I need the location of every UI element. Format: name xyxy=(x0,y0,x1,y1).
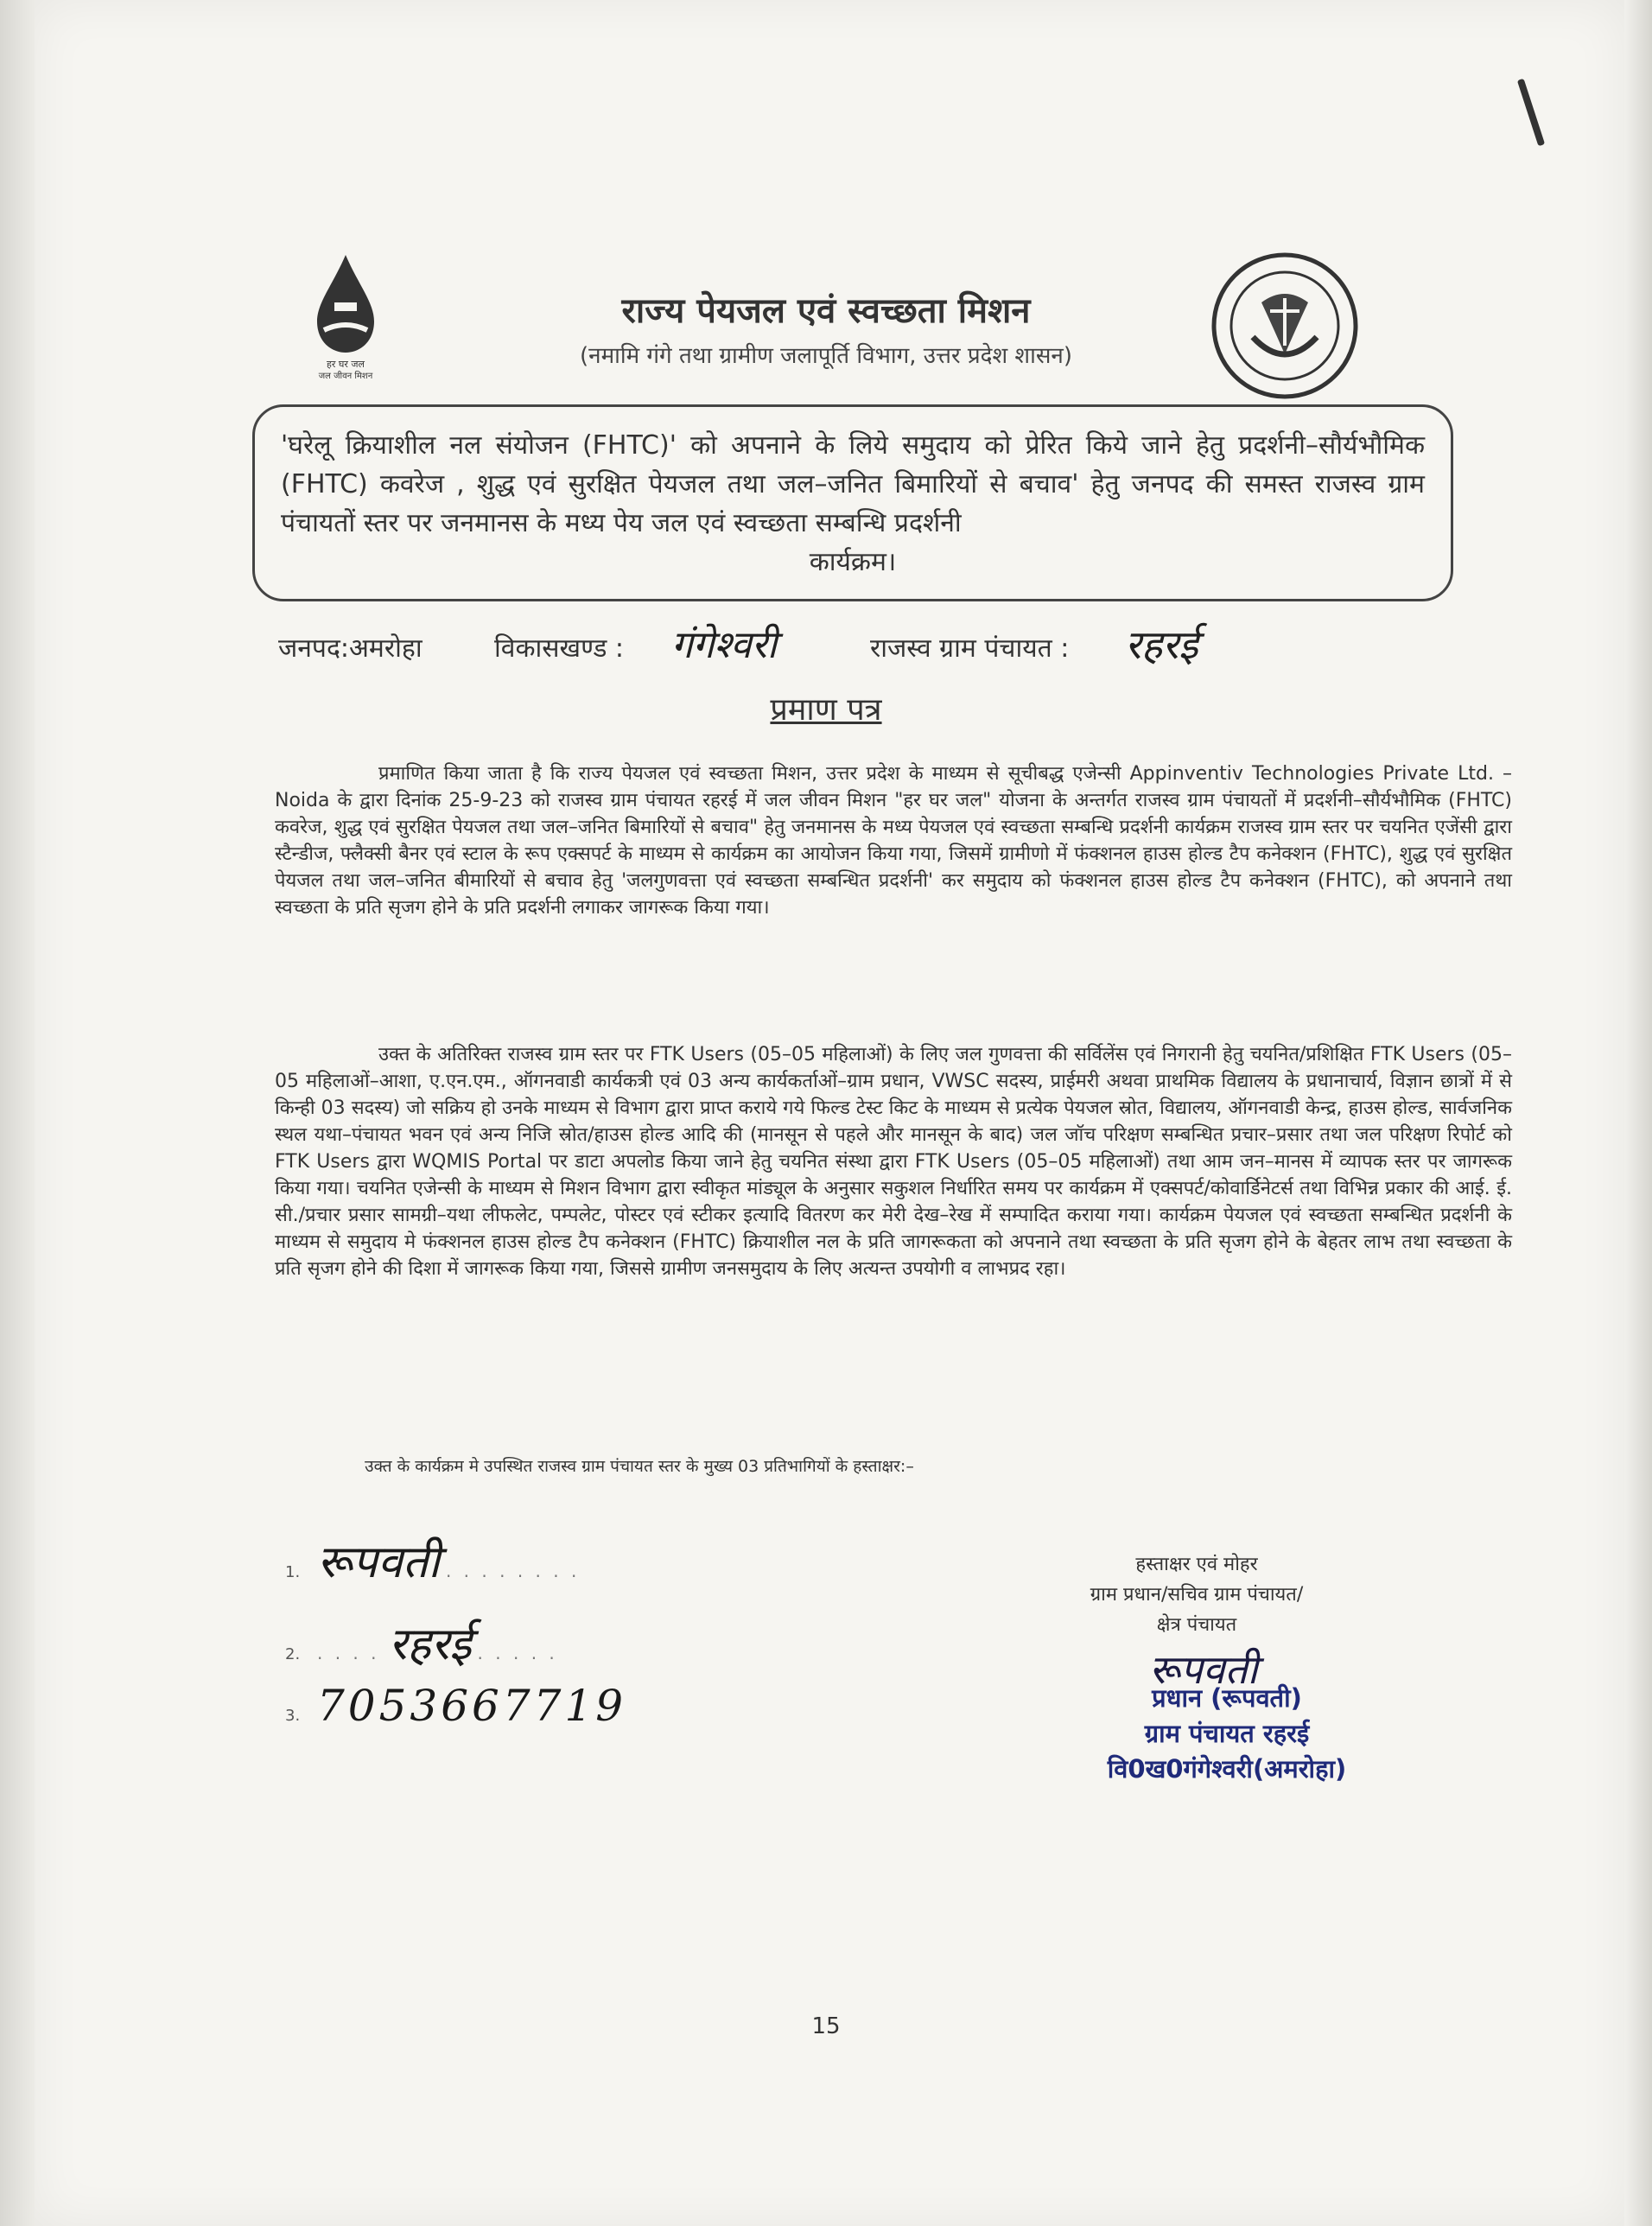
svg-text:हर घर जल: हर घर जल xyxy=(327,359,365,370)
page-edge-shadow xyxy=(0,0,35,2226)
mission-title: राज्य पेयजल एवं स्वच्छता मिशन xyxy=(621,291,1031,331)
participant-signature: रहरई xyxy=(388,1619,472,1670)
panchayat-label: राजस्व ग्राम पंचायत : xyxy=(870,633,1070,664)
participant-row: 2. . . . . रहरई . . . . . xyxy=(285,1619,558,1670)
certificate-title: प्रमाण पत्र xyxy=(770,692,882,728)
programme-description-box xyxy=(252,404,1453,601)
certificate-paragraph-2 xyxy=(275,1041,1512,1282)
participants-heading: उक्त के कार्यक्रम मे उपस्थित राजस्व ग्राम पंचायत स्तर के मुख्य 03 प्रतिभागियों के हस्ताक्षर:– xyxy=(365,1457,914,1476)
panchayat-value: रहरई xyxy=(1125,621,1198,668)
district-label: जनपद:अमरोहा xyxy=(278,633,423,664)
svg-text:जल जीवन मिशन: जल जीवन मिशन xyxy=(318,372,373,380)
programme-text-last: कार्यक्रम। xyxy=(809,547,897,577)
mission-subtitle: (नमामि गंगे तथा ग्रामीण जलापूर्ति विभाग, उत्तर प्रदेश शासन) xyxy=(580,343,1072,369)
participant-row: 3. 7053667719 xyxy=(285,1681,627,1731)
block-value: गंगेश्वरी xyxy=(671,623,778,667)
paragraph-2-text: उक्त के अतिरिक्त राजस्व ग्राम स्तर पर FTK Users (05–05 महिलाओं) के लिए जल गुणवत्ता की सर्विलेंस एवं निगरानी हेतु चयनित/प्रशिक्षित FTK Users (05–05 महिलाओं–आशा, ए.एन.एम., ऑगनवाडी कार्यकत्री एवं 03 अन्य कार्यकर्ताओं–ग्राम प्रधान, VWSC सदस्य, प्राईमरी अथवा प्राथमिक विद्यालय के प्रधानाचार्य, विज्ञान छात्रों में से किन्ही 03 सदस्य) जो सक्रिय हो उनके माध्यम से विभाग द्वारा प्राप्त कराये गये फिल्ड टेस्ट किट के माध्यम से प्रत्येक पेयजल स्रोत, विद्यालय, ऑगनवाडी केन्द्र, हाउस होल्ड, सार्वजनिक स्थल यथा–पंचायत भवन एवं अन्य निजि स्रोत/हाउस होल्ड आदि की (मानसून से पहले और मानसून के बाद) जल जॉच परिक्षण सम्बन्धित प्रचार–प्रसार तथा जल परिक्षण रिपोर्ट को FTK Users द्वारा WQMIS Portal पर डाटा अपलोड किया जाने हेतु चयनित संस्था द्वारा FTK Users (05–05 महिलाओं) तथा आम जन–मानस में व्यापक स्तर पर जागरूक किया गया। चयनित एजेन्सी के माध्यम से मिशन विभाग द्वारा स्वीकृत मांड्यूल के अनुसार सकुशल निर्धारित समय पर कार्यक्रम में एक्सपर्ट/कोवार्डिनेटर्स तथा विभिन्न प्रकार की आई. ई. सी./प्रचार प्रसार सामग्री–यथा लीफलेट, पम्पलेट, पोस्टर एवं स्टीकर इत्यादि वितरण कर मेरी देख–रेख में सम्पादित कराया गया। कार्यक्रम पेयजल एवं स्वच्छता सम्बन्धित प्रदर्शनी के माध्यम से समुदाय मे फंक्शनल हाउस होल्ड टैप कनेक्शन (FHTC) क्रियाशील नल के प्रति जागरूकता को अपनाने तथा स्वच्छता के प्रति सृजग होने के बेहतर लाभ तथा स्वच्छता के प्रति सृजग होने की दिशा में जागरूक किया गया, जिससे ग्रामीण जनसमुदाय के लिए अत्यन्त उपयोगी व लाभप्रद रहा। xyxy=(275,1044,1512,1280)
location-row xyxy=(278,621,1401,681)
programme-text: 'घरेलू क्रियाशील नल संयोजन (FHTC)' को अपनाने के लिये समुदाय को प्रेरित किये जाने हेतु प्रदर्शनी–सौर्यभौमिक (FHTC) कवरेज , शुद्ध एवं सुरक्षित पेयजल तथा जल–जनित बिमारियों से बचाव' हेतु जनपद की समस्त राजस्व ग्राम पंचायतों स्तर पर जनमानस के मध्य पेय जल एवं स्वच्छता सम्बन्धि प्रदर्शनी xyxy=(281,430,1425,538)
participant-phone: 7053667719 xyxy=(317,1681,627,1731)
pradhan-signature: रूपवती xyxy=(1149,1646,1258,1693)
pradhan-stamp: प्रधान (रूपवती) ग्राम पंचायत रहरई वि0ख0गंगेश्वरी(अमरोहा) xyxy=(1107,1683,1347,1784)
participant-signature: रूपवती xyxy=(317,1536,440,1588)
page-number: 15 xyxy=(811,2013,841,2039)
signatory-label: हस्ताक्षर एवं मोहर ग्राम प्रधान/सचिव ग्राम पंचायत/ क्षेत्र पंचायत xyxy=(1090,1554,1304,1636)
participant-row: 1. रूपवती . . . . . . . . xyxy=(285,1536,581,1588)
paragraph-1-text: प्रमाणित किया जाता है कि राज्य पेयजल एवं स्वच्छता मिशन, उत्तर प्रदेश के माध्यम से सूचीबद्ध एजेन्सी Appinventiv Technologies Private Ltd. – Noida के द्वारा दिनांक 25-9-23 को राजस्व ग्राम पंचायत रहरई में जल जीवन मिशन "हर घर जल" योजना के अन्तर्गत राजस्व ग्राम पंचायतों में प्रदर्शनी–सौर्यभौमिक (FHTC) कवरेज, शुद्ध एवं सुरक्षित पेयजल तथा जल–जनित बिमारियों से बचाव" हेतु जनमानस के मध्य पेयजल एवं स्वच्छता सम्बन्धि प्रदर्शनी कार्यक्रम राजस्व ग्राम स्तर पर चयनित एजेंसी द्वारा स्टैन्डीज, फ्लैक्सी बैनर एवं स्टाल के रूप एक्सपर्ट के माध्यम से कार्यक्रम का आयोजन किया गया, जिसमें ग्रामीणो में फंक्शनल हाउस होल्ड टैप कनेक्शन (FHTC), शुद्ध एवं सुरक्षित पेयजल तथा जल–जनित बीमारियों से बचाव हेतु 'जलगुणवत्ता एवं स्वच्छता सम्बन्धित प्रदर्शनी' कर समुदाय को फंक्शनल हाउस होल्ड टैप कनेक्शन (FHTC), को अपनाने तथा स्वच्छता के प्रति सृजग होने के प्रति प्रदर्शनी लगाकर जागरूक किया गया। xyxy=(275,763,1512,919)
page-edge-shadow-right xyxy=(1624,0,1652,2226)
certificate-paragraph-1 xyxy=(275,760,1512,921)
block-label: विकासखण्ड : xyxy=(494,633,625,664)
